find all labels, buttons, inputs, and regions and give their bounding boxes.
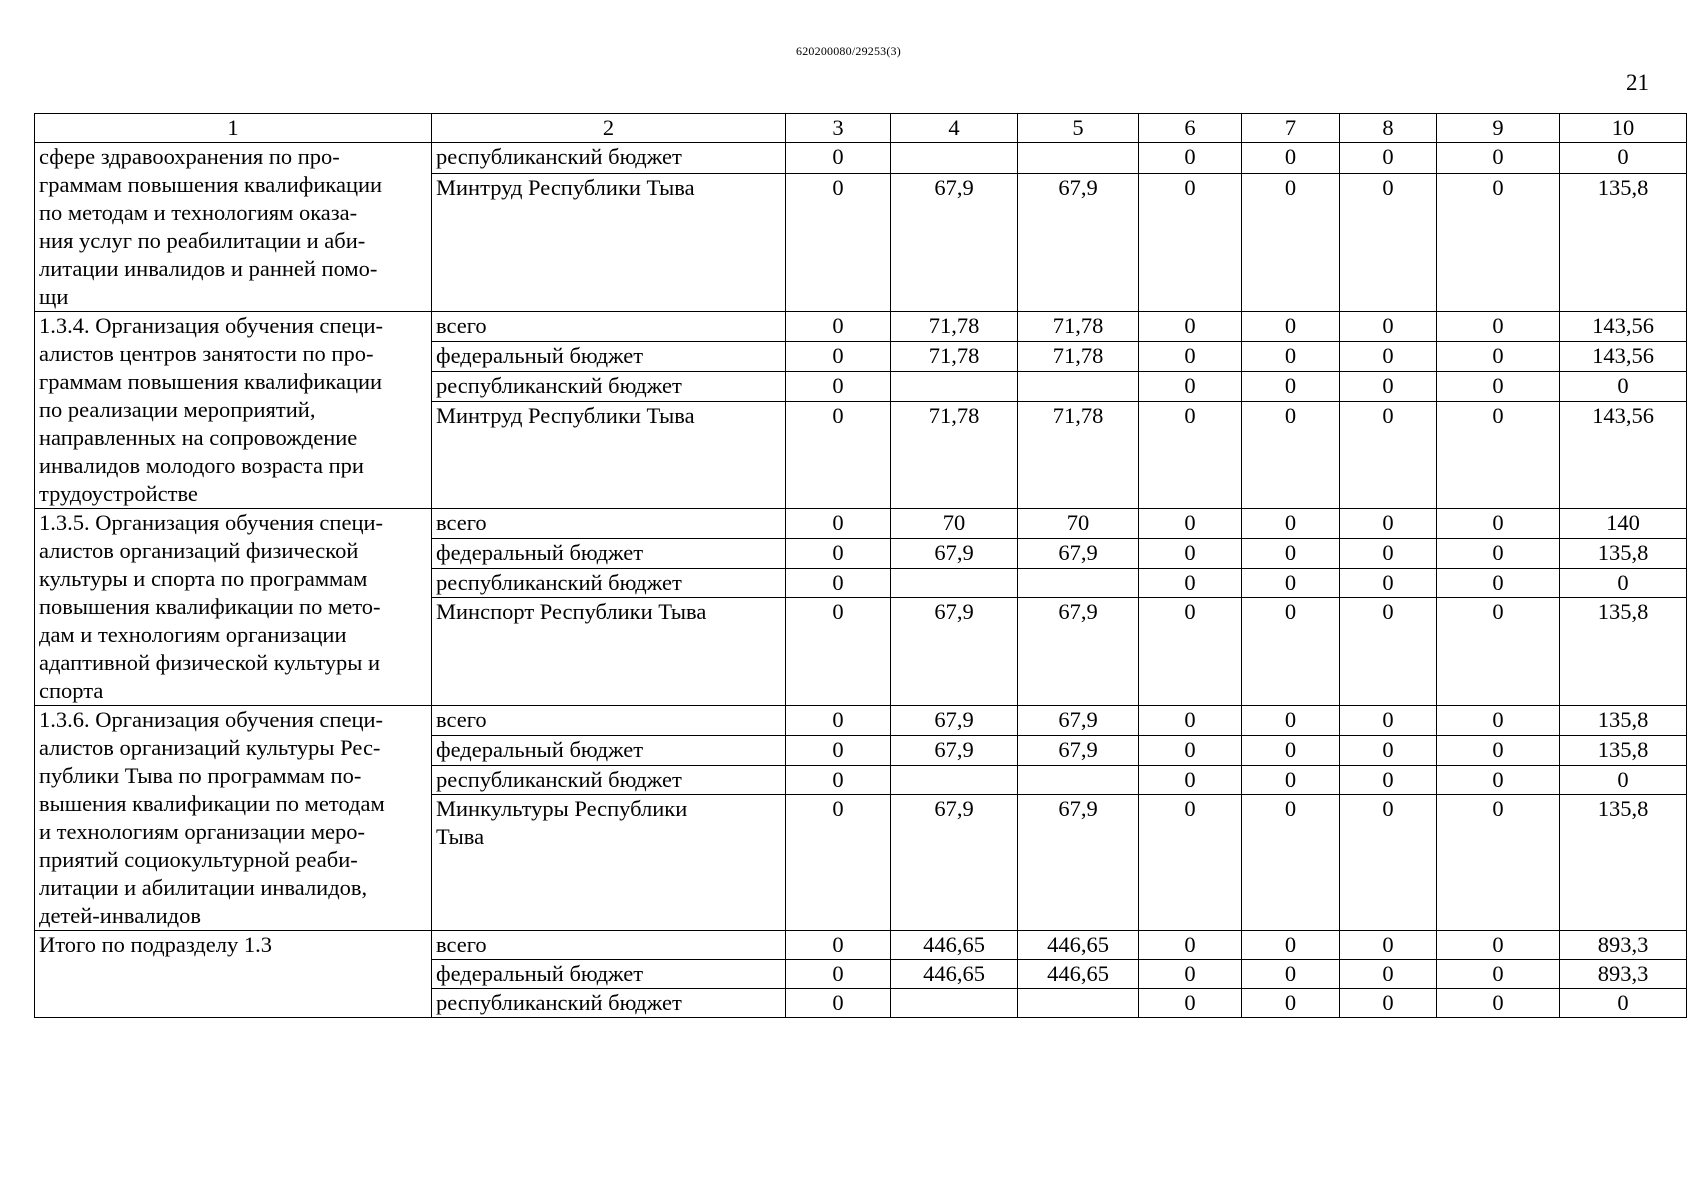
value-col-4: 71,78 — [891, 312, 1018, 342]
description-line: детей-инвалидов — [39, 903, 201, 928]
header-col-7: 7 — [1242, 114, 1340, 143]
description-line: инвалидов молодого возраста при — [39, 453, 364, 478]
value-col-10: 135,8 — [1560, 538, 1687, 568]
row-description — [35, 706, 432, 931]
description-line: алистов организаций культуры Рес- — [39, 735, 381, 760]
value-col-3: 0 — [786, 706, 891, 736]
value-col-4: 446,65 — [891, 960, 1018, 989]
description-line: по методам и технологиям оказа- — [39, 200, 358, 225]
value-col-10: 143,56 — [1560, 401, 1687, 508]
value-col-10: 143,56 — [1560, 341, 1687, 371]
value-col-8: 0 — [1340, 173, 1437, 311]
value-col-9: 0 — [1437, 735, 1560, 765]
funding-source: Минтруд Республики Тыва — [432, 173, 786, 311]
description-line: сфере здравоохранения по про- — [39, 144, 340, 169]
value-col-5 — [1018, 989, 1139, 1018]
value-col-7: 0 — [1242, 401, 1340, 508]
value-col-6: 0 — [1139, 509, 1242, 539]
value-col-5: 67,9 — [1018, 598, 1139, 706]
header-col-2: 2 — [432, 114, 786, 143]
value-col-4: 71,78 — [891, 401, 1018, 508]
table-header — [35, 114, 1687, 143]
value-col-7: 0 — [1242, 960, 1340, 989]
value-col-3: 0 — [786, 735, 891, 765]
description-line: повышения квалификации по мето- — [39, 594, 381, 619]
description-line: направленных на сопровождение — [39, 425, 358, 450]
funding-source: всего — [432, 509, 786, 539]
value-col-3: 0 — [786, 568, 891, 598]
table-row — [35, 706, 1687, 736]
value-col-4: 67,9 — [891, 538, 1018, 568]
value-col-10: 893,3 — [1560, 960, 1687, 989]
value-col-5: 67,9 — [1018, 538, 1139, 568]
value-col-8: 0 — [1340, 371, 1437, 401]
value-col-6: 0 — [1139, 538, 1242, 568]
document-code: 620200080/29253(3) — [796, 44, 901, 58]
description-line: ния услуг по реабилитации и аби- — [39, 228, 366, 253]
funding-source: республиканский бюджет — [432, 568, 786, 598]
description-line: дам и технологиям организации — [39, 622, 347, 647]
value-col-9: 0 — [1437, 960, 1560, 989]
page-number: 21 — [1626, 70, 1649, 95]
value-col-5: 446,65 — [1018, 931, 1139, 960]
value-col-5: 71,78 — [1018, 312, 1139, 342]
value-col-3: 0 — [786, 960, 891, 989]
description-line: литации инвалидов и ранней помо- — [39, 256, 378, 281]
header-col-10: 10 — [1560, 114, 1687, 143]
value-col-6: 0 — [1139, 931, 1242, 960]
value-col-9: 0 — [1437, 509, 1560, 539]
value-col-5 — [1018, 143, 1139, 174]
value-col-6: 0 — [1139, 312, 1242, 342]
value-col-4 — [891, 143, 1018, 174]
header-row — [35, 114, 1687, 143]
description-line: вышения квалификации по методам — [39, 791, 385, 816]
value-col-9: 0 — [1437, 598, 1560, 706]
value-col-5: 446,65 — [1018, 960, 1139, 989]
value-col-7: 0 — [1242, 706, 1340, 736]
header-col-4: 4 — [891, 114, 1018, 143]
value-col-6: 0 — [1139, 568, 1242, 598]
value-col-10: 893,3 — [1560, 931, 1687, 960]
value-col-4 — [891, 765, 1018, 795]
funding-source: всего — [432, 312, 786, 342]
value-col-8: 0 — [1340, 989, 1437, 1018]
value-col-4: 67,9 — [891, 173, 1018, 311]
value-col-8: 0 — [1340, 598, 1437, 706]
value-col-9: 0 — [1437, 795, 1560, 931]
value-col-10: 0 — [1560, 371, 1687, 401]
value-col-7: 0 — [1242, 765, 1340, 795]
value-col-4 — [891, 568, 1018, 598]
value-col-7: 0 — [1242, 795, 1340, 931]
table-row — [35, 931, 1687, 960]
value-col-6: 0 — [1139, 706, 1242, 736]
value-col-3: 0 — [786, 598, 891, 706]
value-col-4: 67,9 — [891, 598, 1018, 706]
value-col-3: 0 — [786, 401, 891, 508]
value-col-7: 0 — [1242, 931, 1340, 960]
value-col-5: 71,78 — [1018, 401, 1139, 508]
value-col-6: 0 — [1139, 143, 1242, 174]
value-col-9: 0 — [1437, 765, 1560, 795]
budget-table — [34, 113, 1687, 1018]
value-col-9: 0 — [1437, 173, 1560, 311]
value-col-4: 446,65 — [891, 931, 1018, 960]
value-col-7: 0 — [1242, 989, 1340, 1018]
description-line: щи — [39, 284, 69, 309]
value-col-9: 0 — [1437, 143, 1560, 174]
value-col-10: 140 — [1560, 509, 1687, 539]
table-body — [35, 143, 1687, 1018]
value-col-3: 0 — [786, 989, 891, 1018]
value-col-6: 0 — [1139, 371, 1242, 401]
value-col-6: 0 — [1139, 341, 1242, 371]
description-line: публики Тыва по программам по- — [39, 763, 362, 788]
value-col-6: 0 — [1139, 765, 1242, 795]
value-col-3: 0 — [786, 143, 891, 174]
description-line: алистов центров занятости по про- — [39, 341, 374, 366]
value-col-3: 0 — [786, 765, 891, 795]
value-col-10: 0 — [1560, 143, 1687, 174]
value-col-4: 71,78 — [891, 341, 1018, 371]
value-col-9: 0 — [1437, 401, 1560, 508]
value-col-6: 0 — [1139, 173, 1242, 311]
value-col-8: 0 — [1340, 735, 1437, 765]
value-col-4 — [891, 371, 1018, 401]
row-description — [35, 312, 432, 509]
header-col-1: 1 — [35, 114, 432, 143]
value-col-5 — [1018, 568, 1139, 598]
value-col-4: 67,9 — [891, 795, 1018, 931]
value-col-10: 135,8 — [1560, 173, 1687, 311]
value-col-10: 135,8 — [1560, 735, 1687, 765]
value-col-9: 0 — [1437, 931, 1560, 960]
value-col-8: 0 — [1340, 765, 1437, 795]
value-col-6: 0 — [1139, 735, 1242, 765]
value-col-3: 0 — [786, 173, 891, 311]
value-col-5: 67,9 — [1018, 173, 1139, 311]
value-col-5: 71,78 — [1018, 341, 1139, 371]
value-col-4: 67,9 — [891, 706, 1018, 736]
value-col-4 — [891, 989, 1018, 1018]
value-col-6: 0 — [1139, 401, 1242, 508]
description-line: 1.3.5. Организация обучения специ- — [39, 510, 384, 535]
description-line: по реализации мероприятий, — [39, 397, 316, 422]
header-col-9: 9 — [1437, 114, 1560, 143]
header-col-8: 8 — [1340, 114, 1437, 143]
value-col-3: 0 — [786, 931, 891, 960]
table-row — [35, 509, 1687, 539]
value-col-5: 67,9 — [1018, 735, 1139, 765]
value-col-7: 0 — [1242, 568, 1340, 598]
funding-source: федеральный бюджет — [432, 538, 786, 568]
value-col-8: 0 — [1340, 538, 1437, 568]
value-col-9: 0 — [1437, 371, 1560, 401]
value-col-8: 0 — [1340, 931, 1437, 960]
value-col-8: 0 — [1340, 509, 1437, 539]
value-col-7: 0 — [1242, 173, 1340, 311]
description-line: и технологиям организации меро- — [39, 819, 366, 844]
value-col-3: 0 — [786, 795, 891, 931]
funding-source: республиканский бюджет — [432, 371, 786, 401]
value-col-8: 0 — [1340, 795, 1437, 931]
funding-source: федеральный бюджет — [432, 341, 786, 371]
value-col-10: 135,8 — [1560, 795, 1687, 931]
value-col-10: 0 — [1560, 989, 1687, 1018]
value-col-10: 0 — [1560, 765, 1687, 795]
value-col-5 — [1018, 371, 1139, 401]
value-col-8: 0 — [1340, 960, 1437, 989]
value-col-6: 0 — [1139, 795, 1242, 931]
value-col-3: 0 — [786, 341, 891, 371]
value-col-9: 0 — [1437, 568, 1560, 598]
description-line: адаптивной физической культуры и — [39, 650, 381, 675]
table-row — [35, 143, 1687, 174]
header-col-6: 6 — [1139, 114, 1242, 143]
header-col-5: 5 — [1018, 114, 1139, 143]
funding-source: всего — [432, 931, 786, 960]
value-col-7: 0 — [1242, 509, 1340, 539]
value-col-3: 0 — [786, 371, 891, 401]
value-col-7: 0 — [1242, 143, 1340, 174]
value-col-3: 0 — [786, 509, 891, 539]
value-col-5: 67,9 — [1018, 795, 1139, 931]
value-col-9: 0 — [1437, 989, 1560, 1018]
funding-source: Минтруд Республики Тыва — [432, 401, 786, 508]
value-col-7: 0 — [1242, 341, 1340, 371]
header-col-3: 3 — [786, 114, 891, 143]
value-col-6: 0 — [1139, 989, 1242, 1018]
value-col-8: 0 — [1340, 568, 1437, 598]
description-line: трудоустройстве — [39, 481, 198, 506]
row-description — [35, 143, 432, 312]
description-line: алистов организаций физической — [39, 538, 359, 563]
description-line: литации и абилитации инвалидов, — [39, 875, 368, 900]
value-col-9: 0 — [1437, 312, 1560, 342]
value-col-8: 0 — [1340, 341, 1437, 371]
description-line: приятий социокультурной реаби- — [39, 847, 358, 872]
row-description — [35, 509, 432, 706]
description-line: 1.3.6. Организация обучения специ- — [39, 707, 384, 732]
value-col-9: 0 — [1437, 341, 1560, 371]
value-col-7: 0 — [1242, 598, 1340, 706]
table-row — [35, 312, 1687, 342]
funding-source: республиканский бюджет — [432, 989, 786, 1018]
value-col-3: 0 — [786, 538, 891, 568]
value-col-5 — [1018, 765, 1139, 795]
value-col-4: 70 — [891, 509, 1018, 539]
value-col-10: 135,8 — [1560, 598, 1687, 706]
description-line: спорта — [39, 678, 104, 703]
funding-source: Минспорт Республики Тыва — [432, 598, 786, 706]
value-col-8: 0 — [1340, 143, 1437, 174]
value-col-5: 70 — [1018, 509, 1139, 539]
value-col-8: 0 — [1340, 401, 1437, 508]
value-col-3: 0 — [786, 312, 891, 342]
description-line: Итого по подразделу 1.3 — [39, 932, 272, 957]
value-col-6: 0 — [1139, 960, 1242, 989]
value-col-9: 0 — [1437, 706, 1560, 736]
funding-source: республиканский бюджет — [432, 143, 786, 174]
value-col-10: 0 — [1560, 568, 1687, 598]
value-col-4: 67,9 — [891, 735, 1018, 765]
description-line: культуры и спорта по программам — [39, 566, 368, 591]
funding-source: республиканский бюджет — [432, 765, 786, 795]
value-col-7: 0 — [1242, 735, 1340, 765]
value-col-7: 0 — [1242, 538, 1340, 568]
value-col-5: 67,9 — [1018, 706, 1139, 736]
value-col-8: 0 — [1340, 312, 1437, 342]
description-line: граммам повышения квалификации — [39, 369, 383, 394]
description-line: 1.3.4. Организация обучения специ- — [39, 313, 384, 338]
value-col-6: 0 — [1139, 598, 1242, 706]
value-col-8: 0 — [1340, 706, 1437, 736]
funding-source: федеральный бюджет — [432, 960, 786, 989]
value-col-10: 135,8 — [1560, 706, 1687, 736]
value-col-9: 0 — [1437, 538, 1560, 568]
row-description — [35, 931, 432, 1018]
description-line: граммам повышения квалификации — [39, 172, 383, 197]
funding-source: всего — [432, 706, 786, 736]
funding-source-line: Минкультуры Республики — [436, 796, 688, 822]
value-col-10: 143,56 — [1560, 312, 1687, 342]
funding-source: федеральный бюджет — [432, 735, 786, 765]
funding-source-line: Тыва — [436, 824, 485, 850]
funding-source — [432, 795, 786, 931]
value-col-7: 0 — [1242, 371, 1340, 401]
value-col-7: 0 — [1242, 312, 1340, 342]
